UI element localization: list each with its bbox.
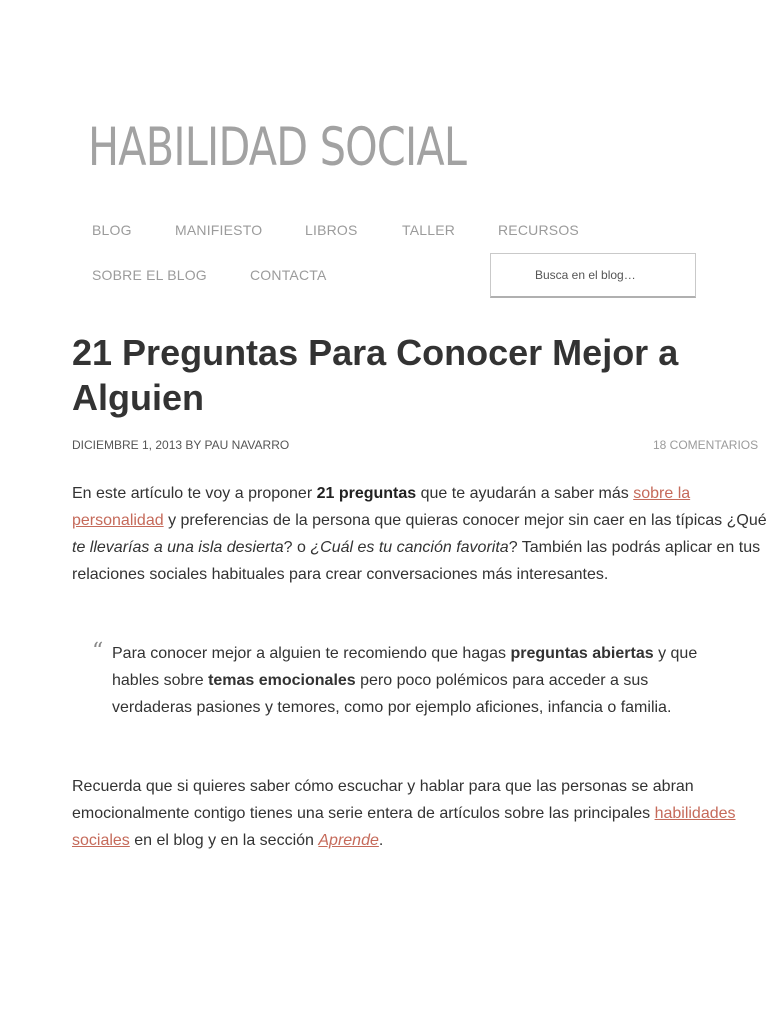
quote-line-3 xyxy=(112,694,712,721)
intro-italic: te llevarías a una isla desierta xyxy=(72,539,284,556)
quote-line-1 xyxy=(112,640,712,667)
quote-text: verdaderas pasiones y temores, como por ejemplo aficiones, infancia o familia. xyxy=(112,699,672,716)
intro-text: que te ayudarán a saber más xyxy=(416,485,634,502)
quote-text: pero poco polémicos para acceder a sus xyxy=(355,672,649,689)
nav-item-taller[interactable]: TALLER xyxy=(402,222,456,238)
intro-line-3 xyxy=(72,534,761,561)
post-title: 21 Preguntas Para Conocer Mejor a Alguien xyxy=(72,332,679,418)
blockquote xyxy=(92,640,712,721)
intro-bold: 21 preguntas xyxy=(316,485,417,502)
comments-link[interactable]: 18 COMENTARIOS xyxy=(653,438,759,452)
quote-mark-icon: “ xyxy=(92,639,104,664)
quote-bold: temas emocionales xyxy=(208,672,356,689)
post-by: BY xyxy=(185,438,202,452)
nav-item-manifiesto[interactable]: MANIFIESTO xyxy=(175,222,263,238)
personalidad-link[interactable]: sobre la xyxy=(633,485,691,502)
aprende-link[interactable]: Aprende xyxy=(318,832,379,849)
outro-text: Recuerda que si quieres saber cómo escuchar y hablar para que las personas se abran xyxy=(72,778,694,795)
quote-body xyxy=(112,640,712,721)
post-date: DICIEMBRE 1, 2013 xyxy=(72,438,183,452)
intro-text: y preferencias de la persona que quieras conocer mejor sin caer en las típicas ¿Qué xyxy=(163,512,767,529)
site-title[interactable]: HABILIDAD SOCIAL xyxy=(88,117,467,178)
intro-line-2 xyxy=(72,507,767,534)
nav-item-contacta[interactable]: CONTACTA xyxy=(250,267,327,283)
nav-item-sobre-el-blog[interactable]: SOBRE EL BLOG xyxy=(92,267,207,283)
intro-text: ? o xyxy=(283,539,311,556)
nav-item-libros[interactable]: LIBROS xyxy=(305,222,358,238)
outro-line-3 xyxy=(72,827,734,854)
habilidades-sociales-link[interactable]: habilidades xyxy=(654,805,736,822)
intro-text: ? También las podrás aplicar en tus xyxy=(508,539,761,556)
personalidad-link[interactable]: personalidad xyxy=(72,512,164,529)
intro-text: En este artículo te voy a proponer xyxy=(72,485,317,502)
outro-line-2 xyxy=(72,800,734,827)
nav-item-recursos[interactable]: RECURSOS xyxy=(498,222,579,238)
post-author[interactable]: PAU NAVARRO xyxy=(204,438,290,452)
nav-item-blog[interactable]: BLOG xyxy=(92,222,132,238)
outro-text: . xyxy=(378,832,384,849)
intro-italic: ¿Cuál es tu canción favorita xyxy=(310,539,509,556)
quote-text: Para conocer mejor a alguien te recomiendo que hagas xyxy=(112,645,511,662)
quote-text: hables sobre xyxy=(112,672,209,689)
search-input[interactable] xyxy=(490,253,696,298)
outro-line-1 xyxy=(72,773,734,800)
outro-text: emocionalmente contigo tienes una serie entera de artículos sobre las principales xyxy=(72,805,655,822)
outro-paragraph xyxy=(72,773,734,854)
intro-line-4 xyxy=(72,561,734,588)
intro-line-1 xyxy=(72,480,734,507)
quote-bold: preguntas abiertas xyxy=(510,645,654,662)
outro-text: en el blog y en la sección xyxy=(129,832,319,849)
intro-text: relaciones sociales habituales para crear conversaciones más interesantes. xyxy=(72,566,609,583)
quote-line-2 xyxy=(112,667,712,694)
intro-paragraph xyxy=(72,480,767,588)
post-meta xyxy=(72,438,759,456)
habilidades-sociales-link[interactable]: sociales xyxy=(72,832,130,849)
quote-text: y que xyxy=(653,645,698,662)
